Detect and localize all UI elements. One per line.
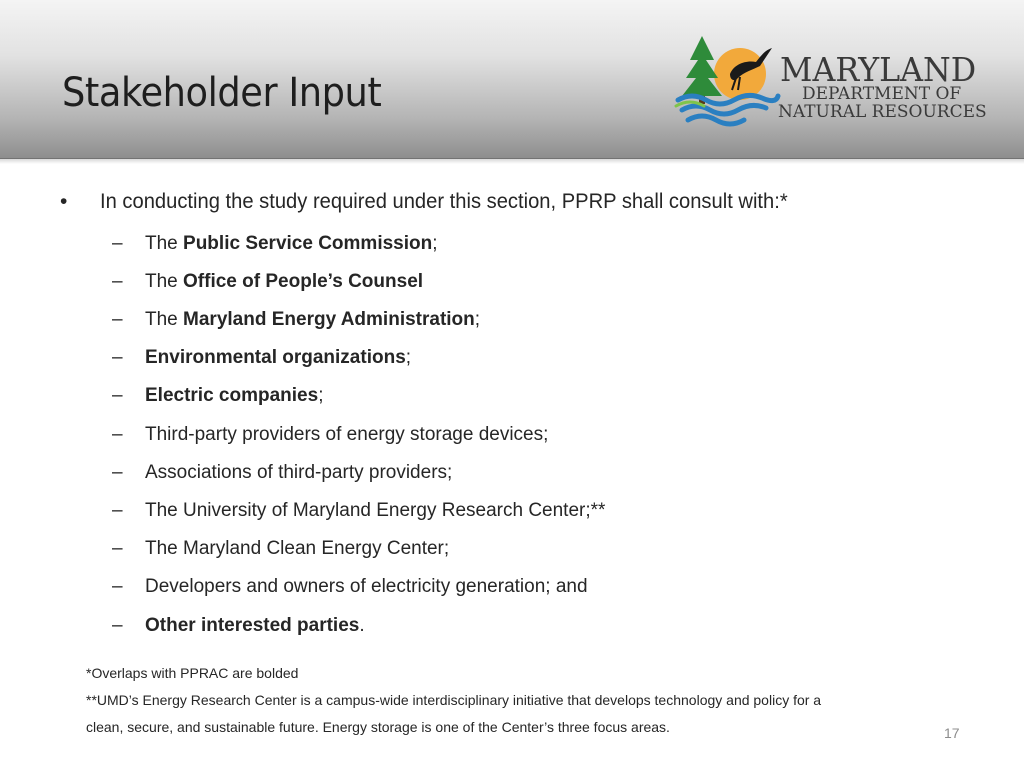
page-number: 17 <box>944 725 960 741</box>
list-item: – Other interested parties. <box>112 615 365 636</box>
slide-title: Stakeholder Input <box>62 70 382 116</box>
footnote-bold-note: *Overlaps with PPRAC are bolded <box>86 665 299 681</box>
list-item: – The University of Maryland Energy Research Center;** <box>112 500 606 521</box>
dnr-emblem-icon <box>672 30 782 130</box>
logo-natural-resources-text: NATURAL RESOURCES <box>778 102 987 122</box>
list-item: – The Maryland Energy Administration; <box>112 309 481 330</box>
list-item: – The Maryland Clean Energy Center; <box>112 538 450 559</box>
main-bullet-text: In conducting the study required under this section, PPRP shall consult with:* <box>100 190 788 213</box>
footnote-umd-line2: clean, secure, and sustainable future. Energy storage is one of the Center’s three focus areas. <box>86 719 670 735</box>
list-item: – Third-party providers of energy storage devices; <box>112 424 549 445</box>
maryland-dnr-logo <box>672 30 992 130</box>
list-item: – Associations of third-party providers; <box>112 462 453 483</box>
list-item: – Environmental organizations; <box>112 347 412 368</box>
list-item: – Electric companies; <box>112 385 324 406</box>
header-shadow <box>0 158 1024 164</box>
main-bullet-marker: • <box>60 190 68 213</box>
list-item: – The Office of People’s Counsel <box>112 271 424 292</box>
logo-department-text: DEPARTMENT OF <box>802 84 962 104</box>
list-item: – Developers and owners of electricity generation; and <box>112 576 588 597</box>
list-item: – The Public Service Commission; <box>112 233 438 254</box>
logo-maryland-text: MARYLAND <box>780 50 977 89</box>
water-waves-icon <box>678 95 778 124</box>
footnote-umd-line1: **UMD’s Energy Research Center is a campus-wide interdisciplinary initiative that develops technology and policy for a <box>86 692 822 708</box>
